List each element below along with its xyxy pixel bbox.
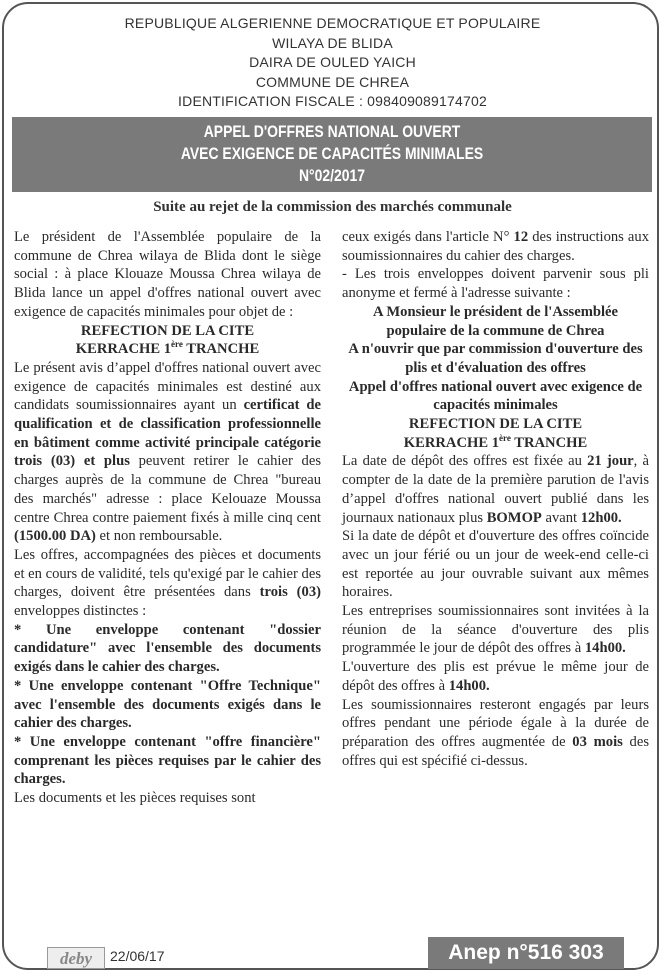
commitment-end: des offres qui est spécifié ci-dessus. [342,733,649,769]
publication-date: 22/06/17 [110,948,165,964]
deadline-hour: 12h00. [580,509,622,526]
article-text: ceux exigés dans l'article N° [342,229,514,245]
deadline-bomop: BOMOP [486,509,542,526]
intro-paragraph: Le président de l'Assemblée populaire de la commune de Chrea wilaya de Blida dont le siège social : à place Klouaze Moussa Chrea wilaya de Blida lance un appel d'offres national ouvert avec exigence de capacités minimales pour objet de : [14,229,321,320]
commitment-text: Les soumissionnaires resteront engagés par leurs offres pendant une période égale à la durée de préparation des offres augmentée de [342,696,649,750]
anep-reference: Anep n°516 303 [428,937,624,969]
object-text-right: KERRACHE 1 [403,434,500,451]
address-tender: Appel d'offres national ouvert avec exigence de capacités minimales [348,378,643,414]
object-line-2 [14,340,321,359]
address-commission: A n'ouvrir que par commission d'ouverture des plis et d'évaluation des offres [348,341,643,376]
object-sup-right: ère [499,432,511,443]
object-tranche-right: TRANCHE [510,434,588,451]
object-line-2-right [342,434,649,453]
banner-line-2: AVEC EXIGENCE DE CAPACITÉS MINIMALES [180,144,484,163]
opening-text: L'ouverture des plis est prévue le même jour de dépôt des offres à [342,659,649,694]
eligibility-end: et non remboursable. [95,528,223,545]
commitment-duration: 03 mois [572,733,623,750]
envelope-financiere: * Une enveloppe contenant "offre financière" comprenant les pièces requises par le cahier des charges. [14,733,321,788]
left-column [14,228,321,808]
meeting-text: Les entreprises soumissionnaires sont invitées à la réunion de la séance d'ouverture des plis programmée le jour de dépôt des offres à [342,603,649,657]
documents-paragraph: Les documents et les pièces requises sont [14,790,256,807]
eligibility-certificate: certificat de qualification et de classification professionnelle en bâtiment comme activité principale catégorie trois (03) et plus [14,397,321,470]
header-wilaya: WILAYA DE BLIDA [272,34,393,51]
article-paragraph [342,228,649,265]
object-sup: ère [171,339,183,350]
commitment-paragraph [342,696,649,771]
object-line-1: REFECTION DE LA CITE [80,322,255,339]
meeting-paragraph [342,602,649,658]
envelope-technique: * Une enveloppe contenant "Offre Technique" avec l'ensemble des documents exigés dans le cahier des charges. [14,677,321,732]
deadline-paragraph [342,452,649,527]
banner-line-1: APPEL D'OFFRES NATIONAL OUVERT [203,122,461,141]
deadline-days: 21 jour [587,453,634,470]
eligibility-price: (1500.00 DA) [14,528,96,545]
right-column [342,228,649,770]
header-fiscal-id: IDENTIFICATION FISCALE : 098409089174702 [178,93,487,109]
subtitle: Suite au rejet de la commission des marchés communale [153,199,512,215]
deadline-before: avant [541,509,581,526]
offers-paragraph [14,546,321,621]
issuer-header [0,14,665,112]
deadline-text: La date de dépôt des offres est fixée au [342,453,588,470]
eligibility-text: Le présent avis d’appel d'offres national ouvert avec exigence de capacités minimales est destiné aux candidats soumissionnaires ayant un [14,359,321,414]
header-daira: DAIRA DE OULED YAICH [249,54,416,70]
offers-text: Les offres, accompagnées des pièces et documents et en cours de validité, tels qu'exigé par le cahier des charges, doivent être présentées dans [14,546,321,601]
object-text: KERRACHE 1 [75,341,172,358]
banner-line-3: N°02/2017 [298,166,366,185]
title-banner [12,117,652,192]
article-end: des instructions aux soumissionnaires du cahier des charges. [342,229,650,264]
holiday-paragraph: Si la date de dépôt et d'ouverture des offres coïncide avec un jour férié ou un jour de week-end celle-ci est reportée au jour ouvrable suivant aux mêmes horaires. [342,528,649,601]
offers-count: trois (03) [259,584,321,601]
opening-paragraph [342,658,649,695]
envelope-candidature: * Une enveloppe contenant "dossier candidature" avec l'ensemble des documents exigés dans le cahier des charges. [14,621,321,676]
opening-hour: 14h00. [448,677,490,694]
deadline-publication: , à compter de la date de la première parution de l'avis d’appel d'offres national ouvert publié dans les journaux nationaux plus [342,453,650,526]
meeting-hour: 14h00. [584,640,626,657]
object-tranche: TRANCHE [182,341,260,358]
eligibility-withdraw: peuvent retirer le cahier des charges auprès de la commune de Chrea "bureau des marchés" adresse : place Kelouaze Moussa centre Chrea contre paiement fixés à mille cinq cent [14,453,321,526]
article-number: 12 [513,229,529,245]
envelopes-delivery: - Les trois enveloppes doivent parvenir sous pli anonyme et fermé à l'adresse suivante : [342,266,649,302]
offers-end: enveloppes distinctes : [14,603,147,620]
header-commune: COMMUNE DE CHREA [255,73,410,90]
eligibility-paragraph [14,359,321,546]
object-line-1-right: REFECTION DE LA CITE [408,416,583,433]
header-republic: REPUBLIQUE ALGERIENNE DEMOCRATIQUE ET POPULAIRE [124,15,541,31]
address-president: A Monsieur le président de l'Assemblée populaire de la commune de Chrea [373,303,618,339]
agency-logo: deby [47,947,105,969]
